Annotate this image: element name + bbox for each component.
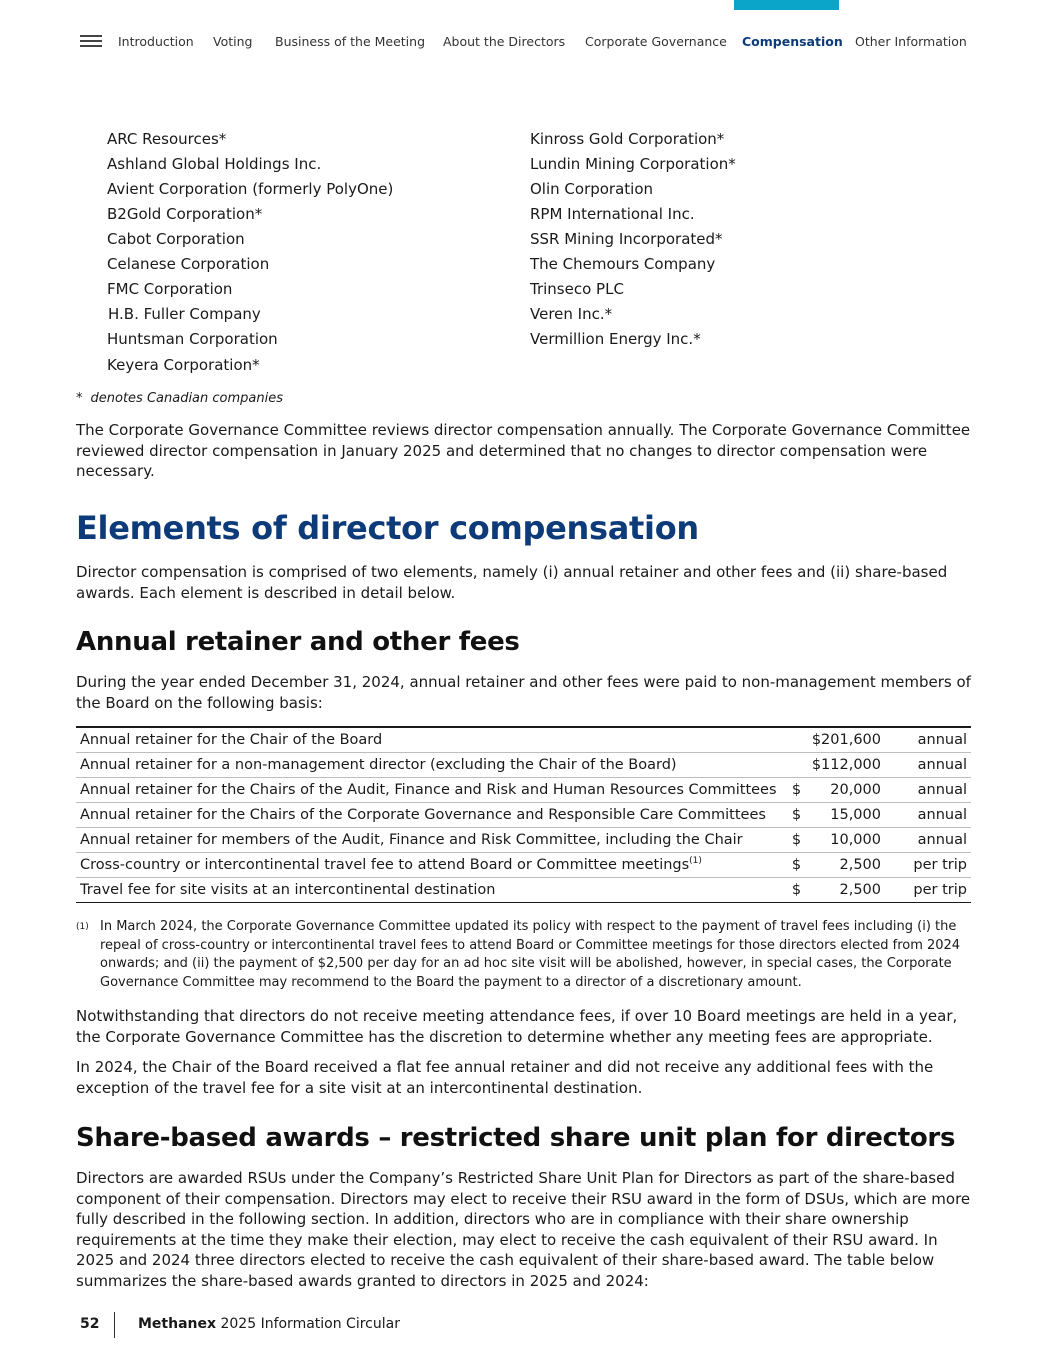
- nav-about-the-directors[interactable]: About the Directors: [443, 34, 566, 49]
- fee-frequency: annual: [885, 727, 971, 752]
- fee-label: Annual retainer for the Chairs of the Corporate Governance and Responsible Care Committees: [76, 802, 788, 827]
- table-row: [76, 827, 971, 852]
- retainer-paragraph: During the year ended December 31, 2024, annual retainer and other fees were paid to non-management members of the Board on the following basis:: [76, 673, 971, 712]
- fee-amount: 2,500: [808, 852, 885, 877]
- table-row: [76, 877, 971, 902]
- fee-amount: 20,000: [808, 777, 885, 802]
- document-name: 2025 Information Circular: [220, 1316, 400, 1332]
- fee-frequency: annual: [885, 752, 971, 777]
- fee-currency: [788, 727, 808, 752]
- footnote-mark: (1): [76, 922, 89, 932]
- fee-label: Annual retainer for the Chairs of the Audit, Finance and Risk and Human Resources Committees: [76, 777, 788, 802]
- table-row: [76, 752, 971, 777]
- fee-amount: $112,000: [808, 752, 885, 777]
- peer-company: B2Gold Corporation*: [107, 205, 263, 223]
- fee-label: Travel fee for site visits at an intercontinental destination: [76, 877, 788, 902]
- company-name: Methanex: [138, 1316, 217, 1332]
- document-title: [138, 1316, 400, 1332]
- fee-frequency: per trip: [885, 877, 971, 902]
- peer-company: Celanese Corporation: [107, 255, 270, 273]
- peer-company: Lundin Mining Corporation*: [530, 155, 736, 173]
- rsu-heading: Share-based awards – restricted share unit plan for directors: [76, 1123, 956, 1153]
- nav-introduction[interactable]: Introduction: [118, 34, 194, 49]
- footnote-ref: (1): [689, 856, 702, 867]
- table-row: [76, 852, 971, 877]
- footer-divider: [114, 1312, 115, 1338]
- nav-voting[interactable]: Voting: [213, 34, 253, 49]
- nav-compensation[interactable]: Compensation: [742, 34, 843, 49]
- peer-company: Kinross Gold Corporation*: [530, 130, 725, 148]
- peer-company: Cabot Corporation: [107, 230, 245, 248]
- fee-table: [76, 726, 971, 903]
- peer-company: Ashland Global Holdings Inc.: [107, 155, 322, 173]
- peer-company: ARC Resources*: [107, 130, 227, 148]
- fee-currency: $: [788, 852, 808, 877]
- peer-company: Trinseco PLC: [530, 280, 624, 298]
- fee-frequency: annual: [885, 827, 971, 852]
- fee-frequency: per trip: [885, 852, 971, 877]
- table-row: [76, 727, 971, 752]
- meeting-fees-paragraph: Notwithstanding that directors do not receive meeting attendance fees, if over 10 Board meetings are held in a year, the Corporate Governance Committee has the discretion to determine whether any meeting fees are appropriate.: [76, 1007, 958, 1046]
- footnote-text: In March 2024, the Corporate Governance Committee updated its policy with respect to the payment of travel fees including (i) the repeal of cross-country or intercontinental travel fees to attend Board or Committee meetings for those directors elected from 2024 onwards; and (ii) the payment of $2,500 per day for an ad hoc site visit will be abolished, however, in special cases, the Corporate Governance Committee may recommend to the Board the payment to a director of a discretionary amount.: [100, 919, 961, 990]
- nav-corporate-governance[interactable]: Corporate Governance: [585, 34, 727, 49]
- canadian-companies-note-text: denotes Canadian companies: [90, 391, 283, 406]
- fee-currency: [788, 752, 808, 777]
- fee-frequency: annual: [885, 777, 971, 802]
- peer-company: Vermillion Energy Inc.*: [530, 330, 701, 348]
- retainer-heading: Annual retainer and other fees: [76, 627, 520, 657]
- nav-other-information[interactable]: Other Information: [855, 34, 967, 49]
- fee-amount: 10,000: [808, 827, 885, 852]
- rsu-paragraph: Directors are awarded RSUs under the Company’s Restricted Share Unit Plan for Directors as part of the share-based component of their compensation. Directors may elect to receive their RSU award in the form of DSUs, which are more fully described in the following section. In addition, directors who are in compliance with their share ownership requirements at the time they make their election, may elect to receive the cash equivalent of their RSU award. In 2025 and 2024 three directors elected to receive the cash equivalent of their share-based award. The table below summarizes the share-based awards granted to directors in 2025 and 2024:: [76, 1169, 971, 1290]
- intro-paragraph: The Corporate Governance Committee reviews director compensation annually. The Corporate Governance Committee reviewed director compensation in January 2025 and determined that no changes to director compensation were necessary.: [76, 421, 971, 480]
- travel-fee-footnote: [76, 918, 971, 992]
- fee-currency: $: [788, 877, 808, 902]
- table-row: [76, 777, 971, 802]
- fee-amount: 15,000: [808, 802, 885, 827]
- fee-amount: 2,500: [808, 877, 885, 902]
- fee-currency: $: [788, 777, 808, 802]
- peer-company: Veren Inc.*: [530, 305, 613, 323]
- peer-company: Keyera Corporation*: [107, 356, 260, 374]
- canadian-companies-note: [76, 391, 283, 406]
- peer-company: The Chemours Company: [530, 255, 716, 273]
- peer-company: FMC Corporation: [107, 280, 233, 298]
- fee-currency: $: [788, 827, 808, 852]
- peer-company: H.B. Fuller Company: [108, 305, 261, 323]
- elements-paragraph: Director compensation is comprised of two elements, namely (i) annual retainer and other fees and (ii) share-based awards. Each element is described in detail below.: [76, 563, 948, 602]
- menu-icon[interactable]: [80, 35, 102, 49]
- page-number: 52: [80, 1316, 100, 1332]
- top-navigation: [0, 0, 1048, 80]
- chair-retainer-paragraph: In 2024, the Chair of the Board received a flat fee annual retainer and did not receive any additional fees with the exception of the travel fee for a site visit at an intercontinental destination.: [76, 1058, 934, 1097]
- elements-heading: Elements of director compensation: [76, 509, 699, 547]
- fee-label: Cross-country or intercontinental travel fee to attend Board or Committee meetings$^{(1)}$: [76, 852, 788, 877]
- fee-label: Annual retainer for members of the Audit, Finance and Risk Committee, including the Chair: [76, 827, 788, 852]
- active-tab-indicator: [734, 0, 839, 10]
- fee-amount: $201,600: [808, 727, 885, 752]
- peer-company: Avient Corporation (formerly PolyOne): [107, 180, 394, 198]
- asterisk-mark: *: [76, 391, 83, 406]
- peer-company: SSR Mining Incorporated*: [530, 230, 723, 248]
- fee-frequency: annual: [885, 802, 971, 827]
- peer-company: Huntsman Corporation: [107, 330, 278, 348]
- peer-company: RPM International Inc.: [530, 205, 695, 223]
- table-row: [76, 802, 971, 827]
- fee-currency: $: [788, 802, 808, 827]
- fee-label: Annual retainer for the Chair of the Board: [76, 727, 788, 752]
- peer-company: Olin Corporation: [530, 180, 654, 198]
- fee-label: Annual retainer for a non-management director (excluding the Chair of the Board): [76, 752, 788, 777]
- nav-business-of-the-meeting[interactable]: Business of the Meeting: [275, 34, 425, 49]
